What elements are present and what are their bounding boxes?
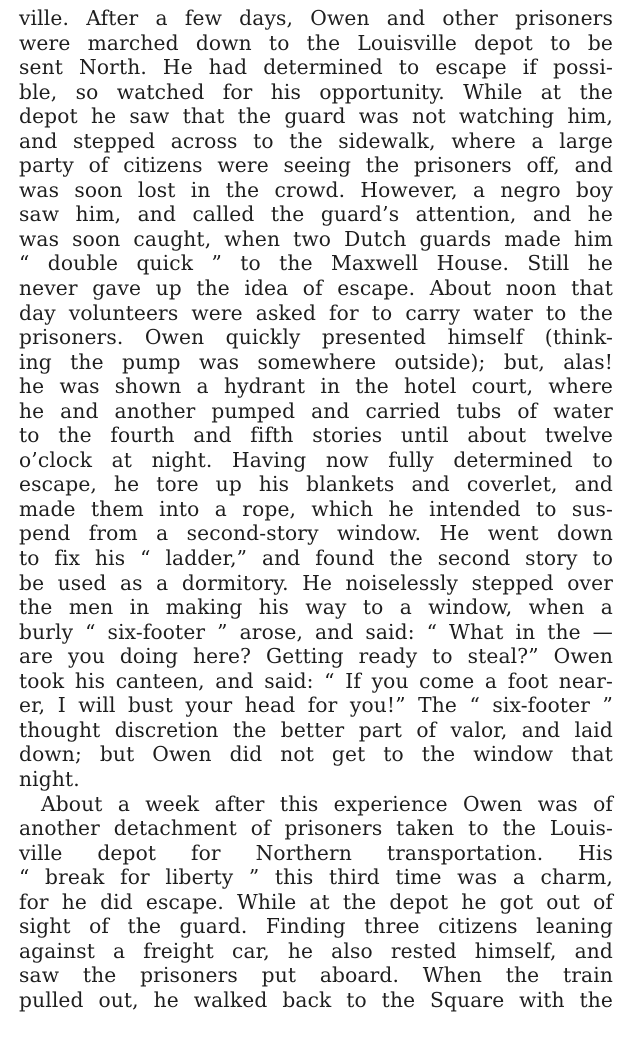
text-line: he and another pumped and carried tubs of water: [19, 398, 613, 423]
text-line: to fix his “ ladder,” and found the second story to: [19, 546, 613, 571]
text-line: “ break for liberty ” this third time was a charm,: [19, 865, 613, 890]
text-line: saw the prisoners put aboard. When the train: [19, 963, 613, 988]
document-page: [19, 6, 613, 1012]
text-line: escape, he tore up his blankets and coverlet, and: [19, 472, 613, 497]
text-line: ville. After a few days, Owen and other prisoners: [19, 6, 613, 30]
text-line: saw him, and called the guard’s attention, and he: [19, 202, 613, 227]
text-line: and stepped across to the sidewalk, where a large: [19, 128, 613, 153]
text-line: “ double quick ” to the Maxwell House. Still he: [19, 251, 613, 276]
text-line: o’clock at night. Having now fully determined to: [19, 447, 613, 472]
text-line: pend from a second-story window. He went down: [19, 521, 613, 546]
text-line: party of citizens were seeing the prisoners off, and: [19, 153, 613, 178]
text-line: ville depot for Northern transportation. His: [19, 840, 613, 865]
text-line: About a week after this experience Owen was of: [41, 791, 613, 816]
text-line: was soon caught, when two Dutch guards made him: [19, 226, 613, 251]
text-line: are you doing here? Getting ready to steal?” Owen: [19, 644, 613, 669]
text-line: against a freight car, he also rested himself, and: [19, 938, 613, 963]
text-line: was soon lost in the crowd. However, a negro boy: [19, 177, 613, 202]
paragraph-2: [19, 792, 613, 1013]
text-line: never gave up the idea of escape. About noon that: [19, 276, 613, 301]
text-line: sent North. He had determined to escape if possi-: [19, 55, 613, 80]
text-line: were marched down to the Louisville depot to be: [19, 30, 613, 55]
text-line: to the fourth and fifth stories until about twelve: [19, 423, 613, 448]
text-line: depot he saw that the guard was not watching him,: [19, 104, 613, 129]
text-line: sight of the guard. Finding three citizens leaning: [19, 914, 613, 939]
text-line: day volunteers were asked for to carry water to the: [19, 300, 613, 325]
text-line: night.: [19, 766, 80, 791]
text-line: prisoners. Owen quickly presented himself (think-: [19, 325, 613, 350]
text-line: took his canteen, and said: “ If you come a foot near-: [19, 668, 613, 693]
text-line: be used as a dormitory. He noiselessly stepped over: [19, 570, 613, 595]
text-line: ble, so watched for his opportunity. While at the: [19, 79, 613, 104]
text-line: made them into a rope, which he intended to sus-: [19, 496, 613, 521]
text-line: burly “ six-footer ” arose, and said: “ What in the —: [19, 619, 613, 644]
text-line: for he did escape. While at the depot he got out of: [19, 889, 613, 914]
text-line: another detachment of prisoners taken to the Louis-: [19, 816, 613, 841]
text-line: pulled out, he walked back to the Square with the: [19, 987, 613, 1012]
paragraph-1: [19, 6, 613, 792]
text-line: down; but Owen did not get to the window that: [19, 742, 613, 767]
text-line: he was shown a hydrant in the hotel court, where: [19, 374, 613, 399]
text-line: the men in making his way to a window, when a: [19, 595, 613, 620]
text-line: er, I will bust your head for you!” The “ six-footer ”: [19, 693, 613, 718]
text-line: ing the pump was somewhere outside); but, alas!: [19, 349, 613, 374]
text-line: thought discretion the better part of valor, and laid: [19, 717, 613, 742]
